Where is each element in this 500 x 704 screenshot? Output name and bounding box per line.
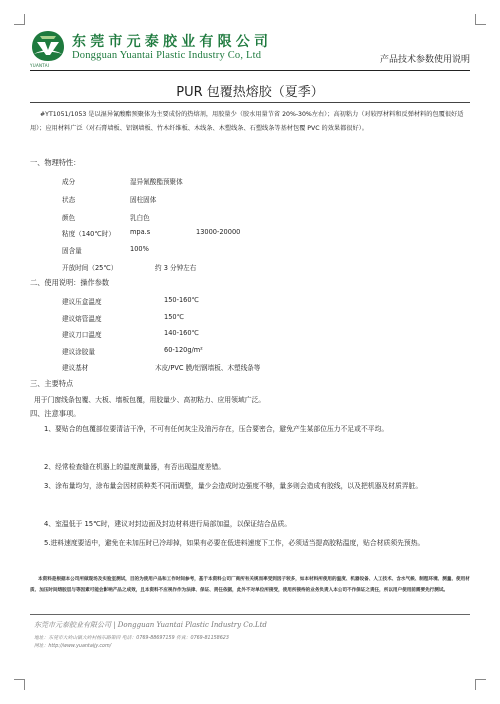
parameter-value: 木皮/PVC 膜/铝钢墙板、木塑线条等 (155, 364, 261, 372)
property-value-secondary: 13000-20000 (196, 228, 241, 236)
letterhead (28, 28, 474, 68)
parameter-label: 建议涂胶量 (62, 348, 95, 356)
property-value: 约 3 分钟左右 (155, 264, 197, 272)
property-value: 湿异氰酸酯预聚体 (130, 178, 183, 186)
footer-website: 网址：http://www.yuantaijy.com/ (34, 644, 112, 649)
parameter-label: 建议熔管温度 (62, 315, 102, 323)
company-name-chinese: 东莞市元泰胶业有限公司 (72, 34, 273, 50)
crop-mark-top-right (475, 14, 486, 25)
parameter-value: 150-160℃ (164, 296, 199, 304)
document-type: 产品技术参数使用说明 (379, 55, 470, 65)
logo-caption: YUANTAI (30, 63, 50, 68)
footer-divider (30, 614, 470, 615)
property-label: 状态 (62, 196, 76, 204)
property-value: 乳白色 (130, 214, 150, 222)
note-item: 4、室温低于 15℃时，建议对封边面及封边材料进行局部加温，以保证结合品质。 (44, 520, 292, 528)
company-name-english: Dongguan Yuantai Plastic Industry Co, Ltd (72, 50, 262, 61)
title-divider (30, 102, 470, 103)
parameter-value: 60-120g/m² (164, 346, 203, 354)
parameter-value: 140-160℃ (164, 329, 199, 337)
crop-mark-bottom-left (14, 679, 25, 690)
section-heading-usage: 二、使用说明：操作参数 (30, 278, 110, 287)
features-text: 用于门窗线条包覆、大板、墙板包覆，用胶量少、高初粘力、应用领域广泛。 (34, 396, 266, 404)
property-label: 粘度（140℃时） (62, 230, 115, 238)
property-value: mpa.s (130, 228, 151, 236)
crop-mark-top-left (14, 14, 25, 25)
property-value: 固柱固体 (130, 196, 157, 204)
parameter-label: 建议刀口温度 (62, 331, 102, 339)
section-heading-physical: 一、物理特性： (30, 158, 81, 167)
section-heading-notes: 四、注意事项。 (30, 409, 81, 418)
header-divider (30, 70, 470, 71)
parameter-value: 150℃ (164, 313, 184, 321)
footer-company: 东莞市元泰胶业有限公司 | Dongguan Yuantai Plastic Industry Co.Ltd (34, 621, 267, 629)
property-label: 成分 (62, 178, 76, 186)
company-logo-icon (28, 28, 68, 68)
crop-mark-bottom-right (475, 679, 486, 690)
disclaimer: 本资料是根据本公司所做现场及实验室测试，目的为使用户品和工作时间参考，基于本资料公司厂商所有关规而率受到因子较多，如本材料所使用的温度、机器设备、人工技术、含水气候、制程环境、测量、使用材质、加压时间熔胶层与等因素可能会影响产品之成效，且本资料不应视作作为法律、保证、责任依据，此外不对单位所接受，使用所接待的业务负责人本公司不作保证之责任，所以用户使用前需要先行测试。 (30, 577, 470, 593)
property-value: 100% (130, 245, 149, 253)
property-label: 颜色 (62, 214, 76, 222)
property-label: 固含量 (62, 247, 82, 255)
parameter-label: 建议基材 (62, 364, 89, 372)
intro-paragraph: #YT1051/1053 是以湿异氰酸酯预聚体为主要成份的热熔剂，用胶量少（胶水用量节省 20%-30%左右）；高初粘力（对较厚材料和反弹材料的包覆很好适用）；应用材料广泛（对石膏墙板、铝钢墙板、竹木纤维板、木线条、木塑线条、石塑线条等基材包覆 PVC 的效果都很好）。 (30, 111, 464, 132)
note-item: 1、要贴合的包覆部位要清洁干净，不可有任何灰尘及油污存在，压合要密合，避免产生某部位压力不足或不平均。 (44, 425, 389, 433)
section-heading-features: 三、主要特点 (30, 379, 74, 388)
footer-contact: 地址：东莞市大岭山镇大岭村杨东路第四 电话：0769-88697159 传真：0769-81158623 (34, 636, 229, 641)
document-title: PUR 包覆热熔胶（夏季） (176, 85, 324, 100)
property-label: 开放时间（25℃） (62, 264, 118, 272)
parameter-label: 建议压盒温度 (62, 298, 102, 306)
note-item: 3、涂布量均匀，涂布量会因材质种类不同而调整，量少会造成时边强度不够，量多则会造成有胶线，以及把机器及材质弄脏。 (44, 482, 423, 490)
note-item: 5.进料速度要适中，避免在未加压时已冷却掉，如果有必要在低进料速度下工作，必须适当提高胶粘温度，贴合材质须先预热。 (44, 539, 425, 547)
note-item: 2、经常检查缝在机器上的温度测量器，有否出现温度差错。 (44, 463, 226, 471)
